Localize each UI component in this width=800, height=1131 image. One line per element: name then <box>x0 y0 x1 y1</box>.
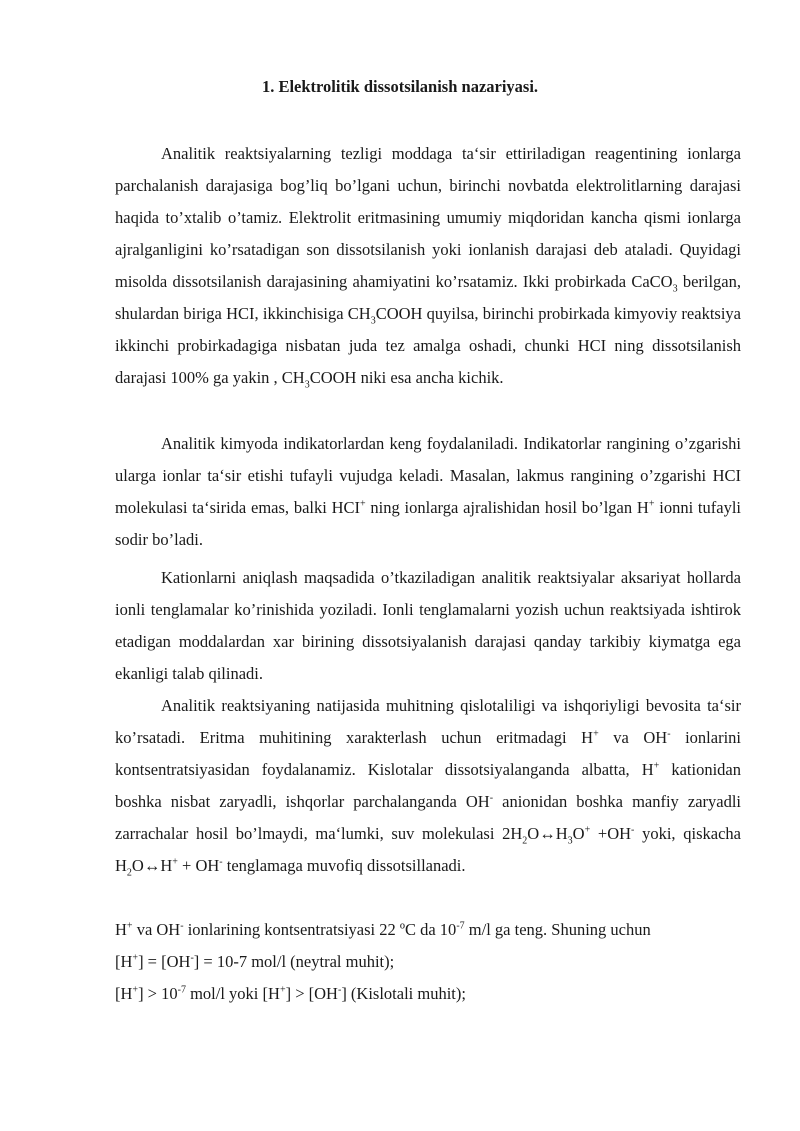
text-run: Analitik kimyoda indikatorlardan keng foydalaniladi. Indikatorlar rangining o’zgarishi ularga ionlar ta‘sir etishi tufayli vujudga keladi. Masalan, lakmus rangining o’zgarishi HCI molekulasi ta‘sirida emas, balki HCI <box>115 434 741 517</box>
text-run: [H <box>115 952 133 971</box>
text-run: Analitik reaktsiyaning natijasida muhitning qislotaliligi va ishqoriyligi bevosita ta‘sir ko’rsatadi. Eritma muhitining xarakterlash uchun eritmadagi H <box>115 696 741 747</box>
superscript: + <box>360 498 366 510</box>
text-run: O <box>572 824 585 843</box>
superscript: + <box>648 498 655 510</box>
text-run: + OH <box>177 856 220 875</box>
text-run: COOH niki esa ancha kichik. <box>309 368 504 387</box>
superscript: + <box>653 760 660 772</box>
text-run: anionidan boshka manfiy zaryadli zarrachalar hosil bo’lmaydi, ma‘lumki, suv molekulasi 2H <box>115 792 742 843</box>
text-run: kationidan boshka nisbat zaryadli, ishqorlar parchalanganda OH <box>115 760 741 811</box>
subscript: 2 <box>126 867 132 879</box>
text-run: ] = 10-7 mol/l (neytral muhit); <box>193 952 395 971</box>
text-run: mol/l yoki [H <box>185 984 280 1003</box>
paragraph-concentration <box>115 914 741 946</box>
text-run: H <box>115 920 127 939</box>
superscript: + <box>593 728 599 740</box>
text-run: Kationlarni aniqlash maqsadida o’tkaziladigan analitik reaktsiyalar aksariyat hollarda ionli tenglamalar ko’rinishida yoziladi. Ionli tenglamalarni yozish uchun reaktsiyada ishtirok etadigan moddalardan xar birining dissotsiyalanish darajasi qanday tarkibiy kiymatga ega ekanligi talab qilinadi. <box>115 568 741 683</box>
text-run: va OH <box>132 920 181 939</box>
paragraph-medium-acidity <box>115 690 741 882</box>
superscript: + <box>279 984 286 996</box>
superscript: - <box>337 984 342 996</box>
text-run: yoki, qiskacha H <box>115 824 741 875</box>
superscript: - <box>489 792 494 804</box>
superscript: + <box>172 856 178 868</box>
text-run: ] > 10 <box>138 984 178 1003</box>
paragraph-dissociation-degree <box>115 138 741 394</box>
text-run: O↔H <box>527 824 568 843</box>
superscript: - <box>180 920 184 932</box>
formula-acidic <box>115 978 741 1010</box>
superscript: - <box>667 728 671 740</box>
text-run: O↔H <box>131 856 173 875</box>
text-run: ] > [OH <box>285 984 338 1003</box>
text-run: ionlarining kontsentratsiyasi 22 ºC da 10 <box>183 920 457 939</box>
superscript: - <box>190 952 194 964</box>
superscript: + <box>126 920 133 932</box>
text-run: ionlarini kontsentratsiyasidan foydalanamiz. Kislotalar dissotsiyalanganda albatta, H <box>115 728 742 779</box>
subscript: 3 <box>370 315 376 327</box>
text-run: [H <box>115 984 133 1003</box>
text-run: ionni tufayli sodir bo’ladi. <box>115 498 741 549</box>
text-run: +OH <box>590 824 632 843</box>
subscript: 3 <box>304 379 310 391</box>
paragraph-indicators <box>115 428 741 556</box>
subscript: 2 <box>522 835 528 847</box>
superscript: -7 <box>456 920 465 932</box>
section-title: 1. Elektrolitik dissotsilanish nazariyasi. <box>261 77 539 96</box>
text-run: Analitik reaktsiyalarning tezligi moddaga ta‘sir ettiriladigan reagentining ionlarga parchalanish darajasiga bog’liq bo’lgani uchun, birinchi novbatda elektrolitlarning darajasi haqida to’xtalib o’tamiz. Elektrolit eritmasining umumiy miqdoridan kancha qismi ionlarga ajralganligini ko’rsatadigan son dissotsilanish yoki ionlanish darajasi deb ataladi. Quyidagi misolda dissotsilanish darajasining ahamiyatini ko’rsatamiz. Ikki probirkada CaCO <box>115 144 741 291</box>
superscript: + <box>584 824 591 836</box>
superscript: - <box>219 856 223 868</box>
text-run: ] (Kislotali muhit); <box>341 984 466 1003</box>
subscript: 3 <box>567 835 573 847</box>
text-run: m/l ga teng. Shuning uchun <box>464 920 651 939</box>
superscript: + <box>132 984 139 996</box>
text-run: va OH <box>598 728 668 747</box>
formula-neutral <box>115 946 741 978</box>
subscript: 3 <box>672 283 678 295</box>
paragraph-ionic-equations <box>115 562 741 690</box>
text-run: ] = [OH <box>138 952 191 971</box>
text-run: ning ionlarga ajralishidan hosil bo’lgan H <box>365 498 649 517</box>
superscript: + <box>132 952 139 964</box>
superscript: -7 <box>177 984 186 996</box>
text-run: tenglamaga muvofiq dissotsillanadi. <box>222 856 466 875</box>
text-run: berilgan, shulardan biriga HCI, ikkinchisiga CH <box>115 272 742 323</box>
text-run: COOH quyilsa, birinchi probirkada kimyoviy reaktsiya ikkinchi probirkadagiga nisbatan juda tez amalga oshadi, chunki HCI ning dissotsilanish darajasi 100% ga yakin , CH <box>115 304 741 387</box>
superscript: - <box>631 824 635 836</box>
